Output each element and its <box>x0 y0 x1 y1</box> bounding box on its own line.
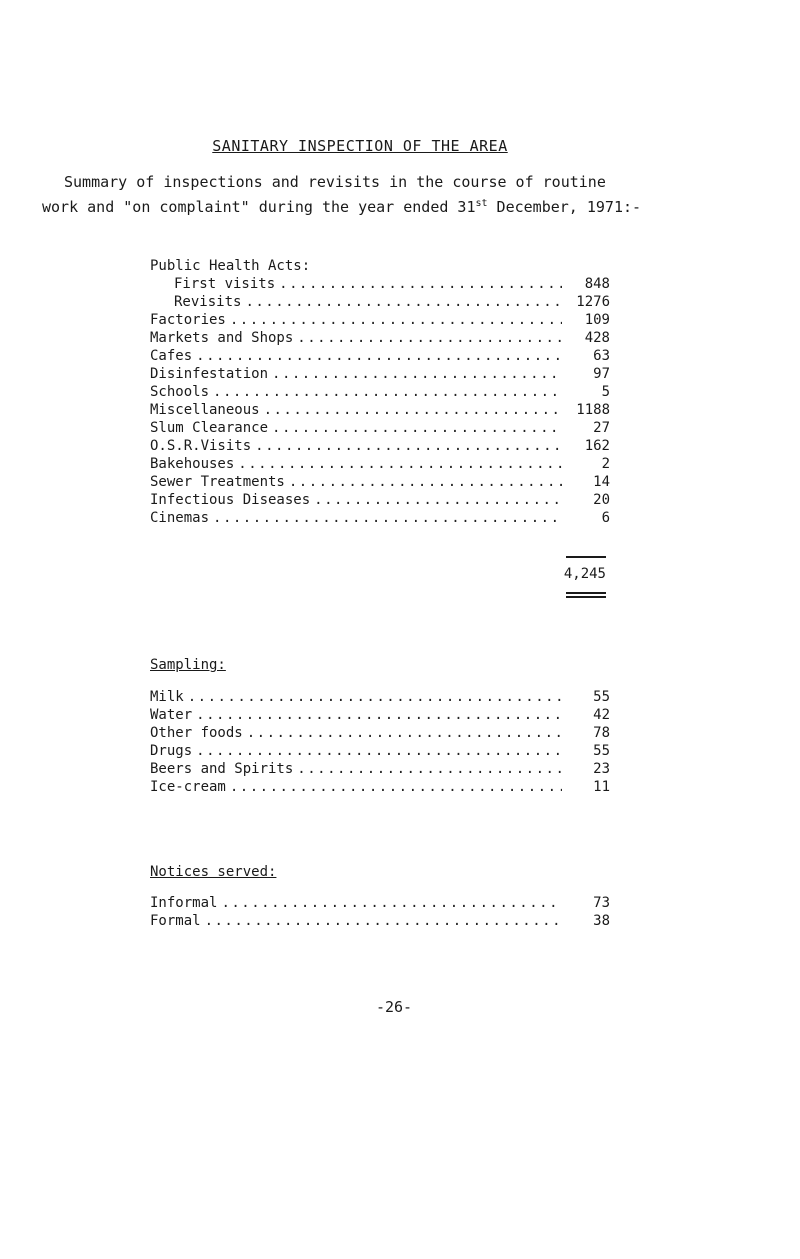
dot-leader <box>188 688 562 706</box>
table-row <box>150 401 610 419</box>
page-title: SANITARY INSPECTION OF THE AREA <box>212 137 508 155</box>
dot-leader <box>238 455 562 473</box>
row-label: Schools <box>150 384 210 400</box>
table-row <box>150 383 610 401</box>
dot-leader <box>279 275 562 293</box>
row-label: Water <box>150 707 193 723</box>
row-label: Bakehouses <box>150 456 235 472</box>
table-row <box>150 455 610 473</box>
row-value: 20 <box>593 492 610 508</box>
public-health-heading: Public Health Acts: <box>150 258 311 274</box>
row-value: 63 <box>593 348 610 364</box>
table-row <box>150 329 610 347</box>
table-row <box>150 724 610 742</box>
row-value: 1276 <box>576 294 610 310</box>
sampling-heading: Sampling: <box>150 657 226 673</box>
row-label: Miscellaneous <box>150 402 260 418</box>
inspections-section <box>150 257 610 527</box>
row-value: 1188 <box>576 402 610 418</box>
dot-leader <box>297 329 562 347</box>
dot-leader <box>196 742 562 760</box>
total-block <box>562 556 606 598</box>
row-label: Disinfestation <box>150 366 269 382</box>
table-row <box>150 912 610 930</box>
row-value: 42 <box>593 707 610 723</box>
intro-line-2-text: work and "on complaint" during the year ended 31 <box>42 198 476 216</box>
row-label: Cafes <box>150 348 193 364</box>
intro-paragraph <box>42 172 782 218</box>
row-label: Cinemas <box>150 510 210 526</box>
dot-leader <box>196 706 562 724</box>
row-label: Milk <box>150 689 184 705</box>
table-row <box>150 760 610 778</box>
table-row <box>150 509 610 527</box>
row-value: 27 <box>593 420 610 436</box>
table-row <box>150 293 610 311</box>
dot-leader <box>264 401 562 419</box>
row-label: Other foods <box>150 725 243 741</box>
row-label: Revisits <box>174 294 242 310</box>
dot-leader <box>314 491 562 509</box>
row-value: 38 <box>593 913 610 929</box>
total-double-rule <box>566 592 606 598</box>
intro-line-2 <box>42 193 782 218</box>
row-value: 55 <box>593 689 610 705</box>
row-value: 428 <box>584 330 610 346</box>
table-row <box>150 365 610 383</box>
row-value: 23 <box>593 761 610 777</box>
row-value: 2 <box>601 456 610 472</box>
row-label: Formal <box>150 913 201 929</box>
total-rule <box>566 556 606 558</box>
dot-leader <box>221 894 562 912</box>
row-value: 97 <box>593 366 610 382</box>
row-label: First visits <box>174 276 276 292</box>
row-label: O.S.R.Visits <box>150 438 252 454</box>
row-label: Ice-cream <box>150 779 226 795</box>
table-row <box>150 742 610 760</box>
dot-leader <box>272 419 562 437</box>
table-row <box>150 706 610 724</box>
row-value: 109 <box>584 312 610 328</box>
row-label: Beers and Spirits <box>150 761 294 777</box>
row-value: 162 <box>584 438 610 454</box>
row-label: Sewer Treatments <box>150 474 285 490</box>
row-label: Markets and Shops <box>150 330 294 346</box>
row-label: Informal <box>150 895 218 911</box>
dot-leader <box>247 724 562 742</box>
notices-heading: Notices served: <box>150 864 277 880</box>
table-row <box>150 688 610 706</box>
dot-leader <box>230 311 562 329</box>
row-value: 5 <box>601 384 610 400</box>
dot-leader <box>230 778 562 796</box>
row-value: 6 <box>601 510 610 526</box>
notices-section <box>150 863 610 930</box>
page-number: -26- <box>375 998 413 1016</box>
intro-line-2-end: December, 1971:- <box>487 198 642 216</box>
dot-leader <box>297 760 562 778</box>
table-row <box>150 778 610 796</box>
dot-leader <box>255 437 562 455</box>
table-row <box>150 491 610 509</box>
dot-leader <box>213 383 562 401</box>
table-row <box>150 437 610 455</box>
row-value: 11 <box>593 779 610 795</box>
dot-leader <box>205 912 562 930</box>
table-row <box>150 473 610 491</box>
table-row <box>150 419 610 437</box>
dot-leader <box>289 473 562 491</box>
row-value: 848 <box>584 276 610 292</box>
total-value: 4,245 <box>563 566 606 582</box>
table-row <box>150 894 610 912</box>
row-value: 55 <box>593 743 610 759</box>
row-value: 73 <box>593 895 610 911</box>
row-label: Slum Clearance <box>150 420 269 436</box>
dot-leader <box>213 509 562 527</box>
intro-line-2-sup: st <box>475 198 488 209</box>
table-row <box>150 347 610 365</box>
row-label: Drugs <box>150 743 193 759</box>
table-row <box>150 275 610 293</box>
row-label: Infectious Diseases <box>150 492 311 508</box>
row-label: Factories <box>150 312 226 328</box>
sampling-section <box>150 656 610 796</box>
dot-leader <box>272 365 562 383</box>
intro-line-1: Summary of inspections and revisits in the course of routine <box>64 173 606 191</box>
row-value: 78 <box>593 725 610 741</box>
dot-leader <box>245 293 562 311</box>
table-row <box>150 311 610 329</box>
dot-leader <box>196 347 562 365</box>
row-value: 14 <box>593 474 610 490</box>
